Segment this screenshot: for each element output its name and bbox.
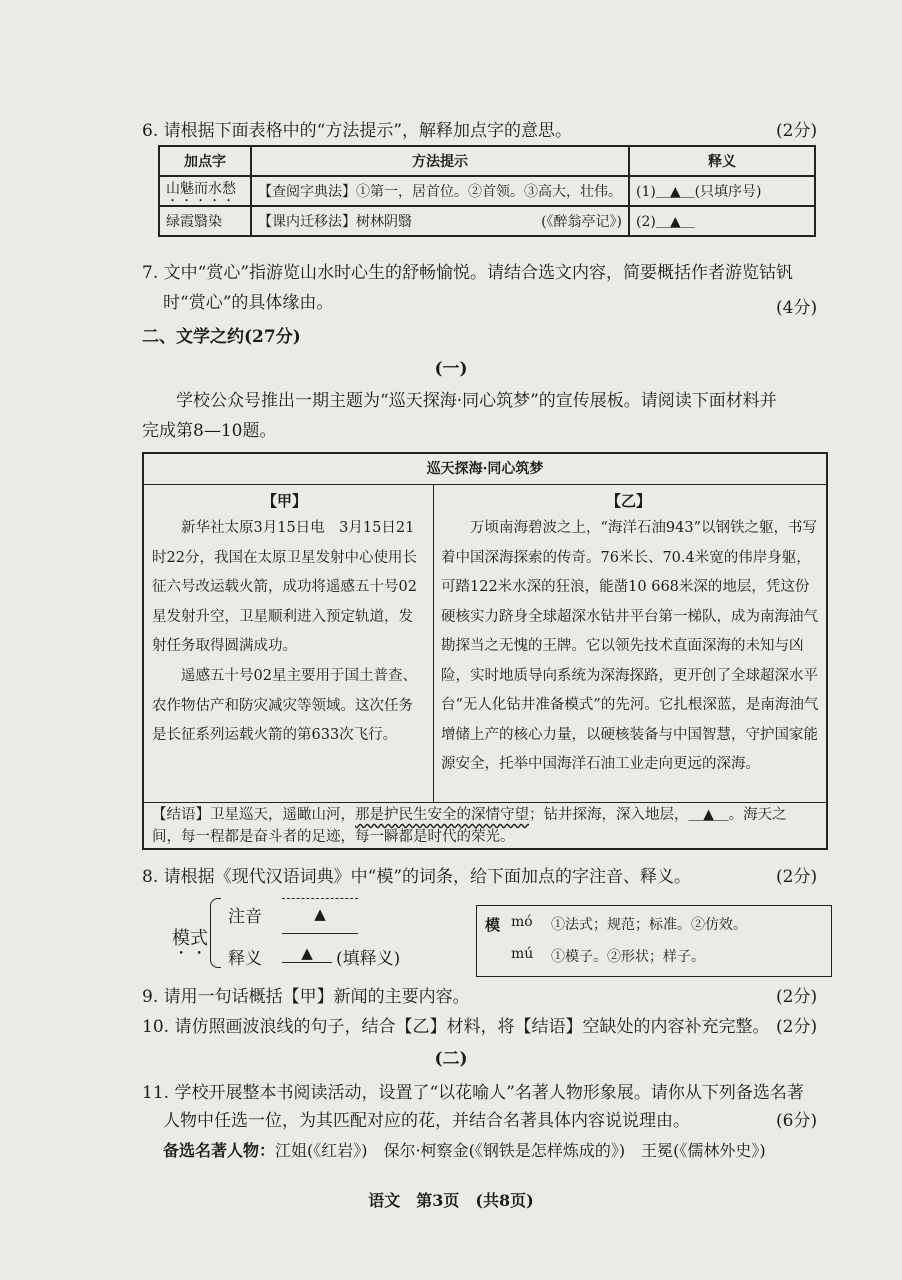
display-panel (142, 452, 828, 850)
yi-heading: 【乙】 (606, 492, 652, 510)
method-table (158, 145, 816, 237)
question-11-line1: 11. 学校开展整本书阅读活动，设置了“以花喻人”名著人物形象展。请你从下列备选名著 (142, 1083, 804, 1103)
table-cell-word: 山魅而水愁 (159, 176, 251, 206)
meaning-note: (填释义) (336, 949, 401, 969)
section-title: 二、文学之约(27分) (142, 327, 301, 347)
meaning-blank: ▲ (282, 944, 332, 963)
pinyin-blank: ▲ (282, 898, 358, 934)
question-11-line2: 人物中任选一位，为其匹配对应的花，并结合名著具体内容说说理由。 (163, 1111, 690, 1131)
dict-mo-def: ①法式；规范；标准。②仿效。 (551, 917, 747, 933)
table-row (159, 206, 815, 236)
candidates-list: 江姐(《红岩》) 保尔·柯察金(《钢铁是怎样炼成的》) 王冕(《儒林外史》) (275, 1141, 766, 1160)
panel-title: 巡天探海·同心筑梦 (144, 454, 826, 485)
dict-mu-pinyin: mú (511, 946, 534, 962)
table-cell-answer: (2)＿▲＿ (629, 206, 815, 236)
dict-headword: 模 (485, 916, 501, 934)
part-2-title: (二) (434, 1049, 468, 1069)
intro-line2: 完成第8—10题。 (142, 421, 277, 441)
candidates-label: 备选名著人物： (163, 1141, 276, 1160)
panel-rule (144, 802, 826, 803)
question-10-score: (2分) (776, 1017, 818, 1037)
brace (210, 898, 221, 968)
conclusion-post: ；钻井探海，深入地层，＿▲＿。海天之 (529, 807, 787, 823)
question-8-score: (2分) (776, 867, 818, 887)
question-9-score: (2分) (776, 987, 818, 1007)
jia-paragraph2: 遥感五十号02星主要用于国土普查、农作物估产和防灾减灾等领域。这次任务是长征系列运载火箭的第633次飞行。 (152, 668, 417, 743)
meaning-label: 释义 (228, 949, 262, 969)
question-6-score: (2分) (776, 121, 818, 141)
hint-text: 【课内迁移法】树林阴翳 (258, 214, 412, 230)
table-cell-answer: (1)＿▲＿(只填序号) (629, 176, 815, 206)
table-header: 释义 (629, 146, 815, 176)
candidates-line (163, 1138, 766, 1161)
table-cell-hint: 【查阅字典法】①第一，居首位。②首领。③高大，壮伟。 (251, 176, 629, 206)
conclusion (152, 804, 822, 848)
question-9-text: 9. 请用一句话概括【甲】新闻的主要内容。 (142, 987, 470, 1007)
question-7-line2: 时“赏心”的具体缘由。 (163, 293, 334, 313)
word-moshi: 模式 (172, 928, 208, 949)
part-title: (一) (434, 359, 468, 379)
question-11-score: (6分) (776, 1111, 818, 1131)
hint-source: (《醉翁亭记》) (541, 214, 622, 230)
table-header: 方法提示 (251, 146, 629, 176)
dict-mu-def: ①模子。②形状；样子。 (551, 949, 705, 965)
dict-mo-pinyin: mó (511, 914, 533, 930)
conclusion-line2: 间，每一程都是奋斗者的足迹，每一瞬都是时代的荣光。 (152, 829, 515, 845)
table-header: 加点字 (159, 146, 251, 176)
conclusion-wavy: 那是护民生安全的深情守望 (355, 807, 529, 823)
conclusion-pre: 【结语】卫星巡天，遥瞰山河， (152, 807, 355, 823)
question-10-text: 10. 请仿照画波浪线的句子，结合【乙】材料，将【结语】空缺处的内容补充完整。 (142, 1017, 770, 1037)
question-8-text: 8. 请根据《现代汉语词典》中“模”的词条，给下面加点的字注音、释义。 (142, 867, 692, 887)
question-7-score: (4分) (776, 298, 818, 318)
pinyin-label: 注音 (228, 907, 262, 927)
jia-paragraph1: 新华社太原3月15日电 3月15日21时22分，我国在太原卫星发射中心使用长征六号改运载火箭，成功将遥感五十号02星发射升空，卫星顺利进入预定轨道，发射任务取得圆满成功。 (152, 520, 417, 654)
jia-heading: 【甲】 (262, 492, 308, 510)
table-cell-hint (251, 206, 629, 236)
table-cell-word: 绿霞翳染 (159, 206, 251, 236)
table-header-row (159, 146, 815, 176)
question-6-text: 6. 请根据下面表格中的“方法提示”，解释加点字的意思。 (142, 121, 573, 141)
panel-divider (433, 484, 434, 802)
intro-line1: 学校公众号推出一期主题为“巡天探海·同心筑梦”的宣传展板。请阅读下面材料并 (176, 391, 777, 411)
yi-paragraph: 万顷南海碧波之上，“海洋石油943”以钢铁之躯，书写着中国深海探索的传奇。76米长、70.4米宽的伟岸身躯，可踏122米水深的狂浪，能凿10 668米深的地层，凭这份硬核实力跻身全球超深水钻井平台第一梯队，成为南海油气勘探当之无愧的王牌。它以领先技术直面深海的未知与凶险，实时地质导向系统为深海探路，更开创了全球超深水平台“无人化钻井准备模式”的先河。它扎根深蓝，是南海油气增储上产的核心力量，以硬核装备与中国智慧，守护国家能源安全，托举中国海洋石油工业走向更远的深海。 (441, 520, 819, 772)
page-footer: 语文 第3页 (共8页) (368, 1191, 534, 1210)
question-7-line1: 7. 文中“赏心”指游览山水时心生的舒畅愉悦。请结合选文内容，简要概括作者游览钴钒 (142, 263, 794, 283)
dictionary-box (476, 905, 832, 977)
table-row (159, 176, 815, 206)
